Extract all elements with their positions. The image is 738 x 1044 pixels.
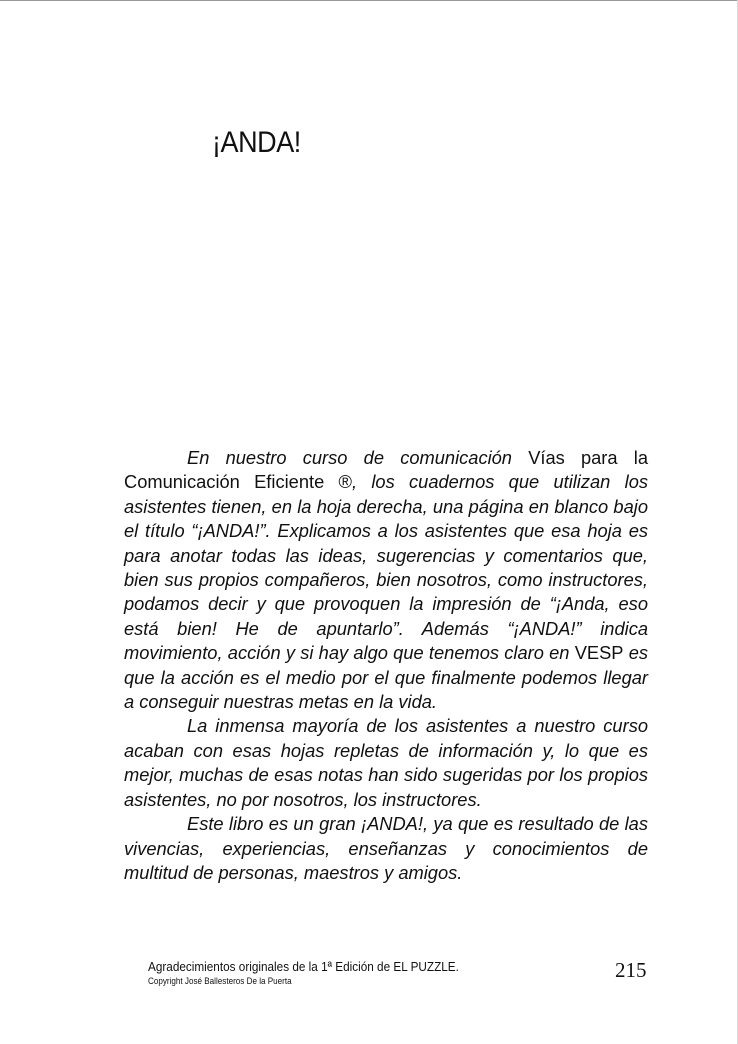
paragraph-3 xyxy=(124,812,648,885)
page-title: ¡ANDA! xyxy=(212,126,301,159)
footer-copyright: Copyright José Ballesteros De la Puerta xyxy=(148,976,292,986)
text-span: La inmensa mayoría de los asistentes a nuestro curso acaban con esas hojas repletas de información y, lo que es mejor, muchas de esas notas han sido sugeridas por los propios asistentes, no por nosotros, los instructores. xyxy=(124,715,648,810)
body-text xyxy=(124,446,648,885)
paragraph-2 xyxy=(124,714,648,812)
footer-credit: Agradecimientos originales de la 1ª Edición de EL PUZZLE. xyxy=(148,960,459,974)
text-span: es que la acción es el medio por el que finalmente podemos llegar a conseguir nuestras metas en la vida. xyxy=(124,642,649,713)
text-span-upright: VESP xyxy=(574,642,624,664)
top-border-line xyxy=(0,0,738,1)
text-span: , los cuadernos que utilizan los asistentes tienen, en la hoja derecha, una página en blanco bajo el título “¡ANDA!”. Explicamos a los asistentes que esa hoja es para anotar todas las ideas, sugerencias y comentarios que, bien sus propios compañeros, bien nosotros, como instructores, podamos decir y que provoquen la impresión de “¡Anda, eso está bien! He de apuntarlo”. Además “¡ANDA!” indica movimiento, acción y si hay algo que tenemos claro en xyxy=(124,471,648,664)
text-span-upright: Vías para la Comunicación Eficiente ® xyxy=(124,447,648,493)
paragraph-1 xyxy=(124,446,648,714)
text-span: En nuestro curso de comunicación xyxy=(187,447,529,468)
text-span: Este libro es un gran ¡ANDA!, ya que es resultado de las vivencias, experiencias, enseñanzas y conocimientos de multitud de personas, maestros y amigos. xyxy=(124,813,648,883)
page-number: 215 xyxy=(615,958,647,982)
